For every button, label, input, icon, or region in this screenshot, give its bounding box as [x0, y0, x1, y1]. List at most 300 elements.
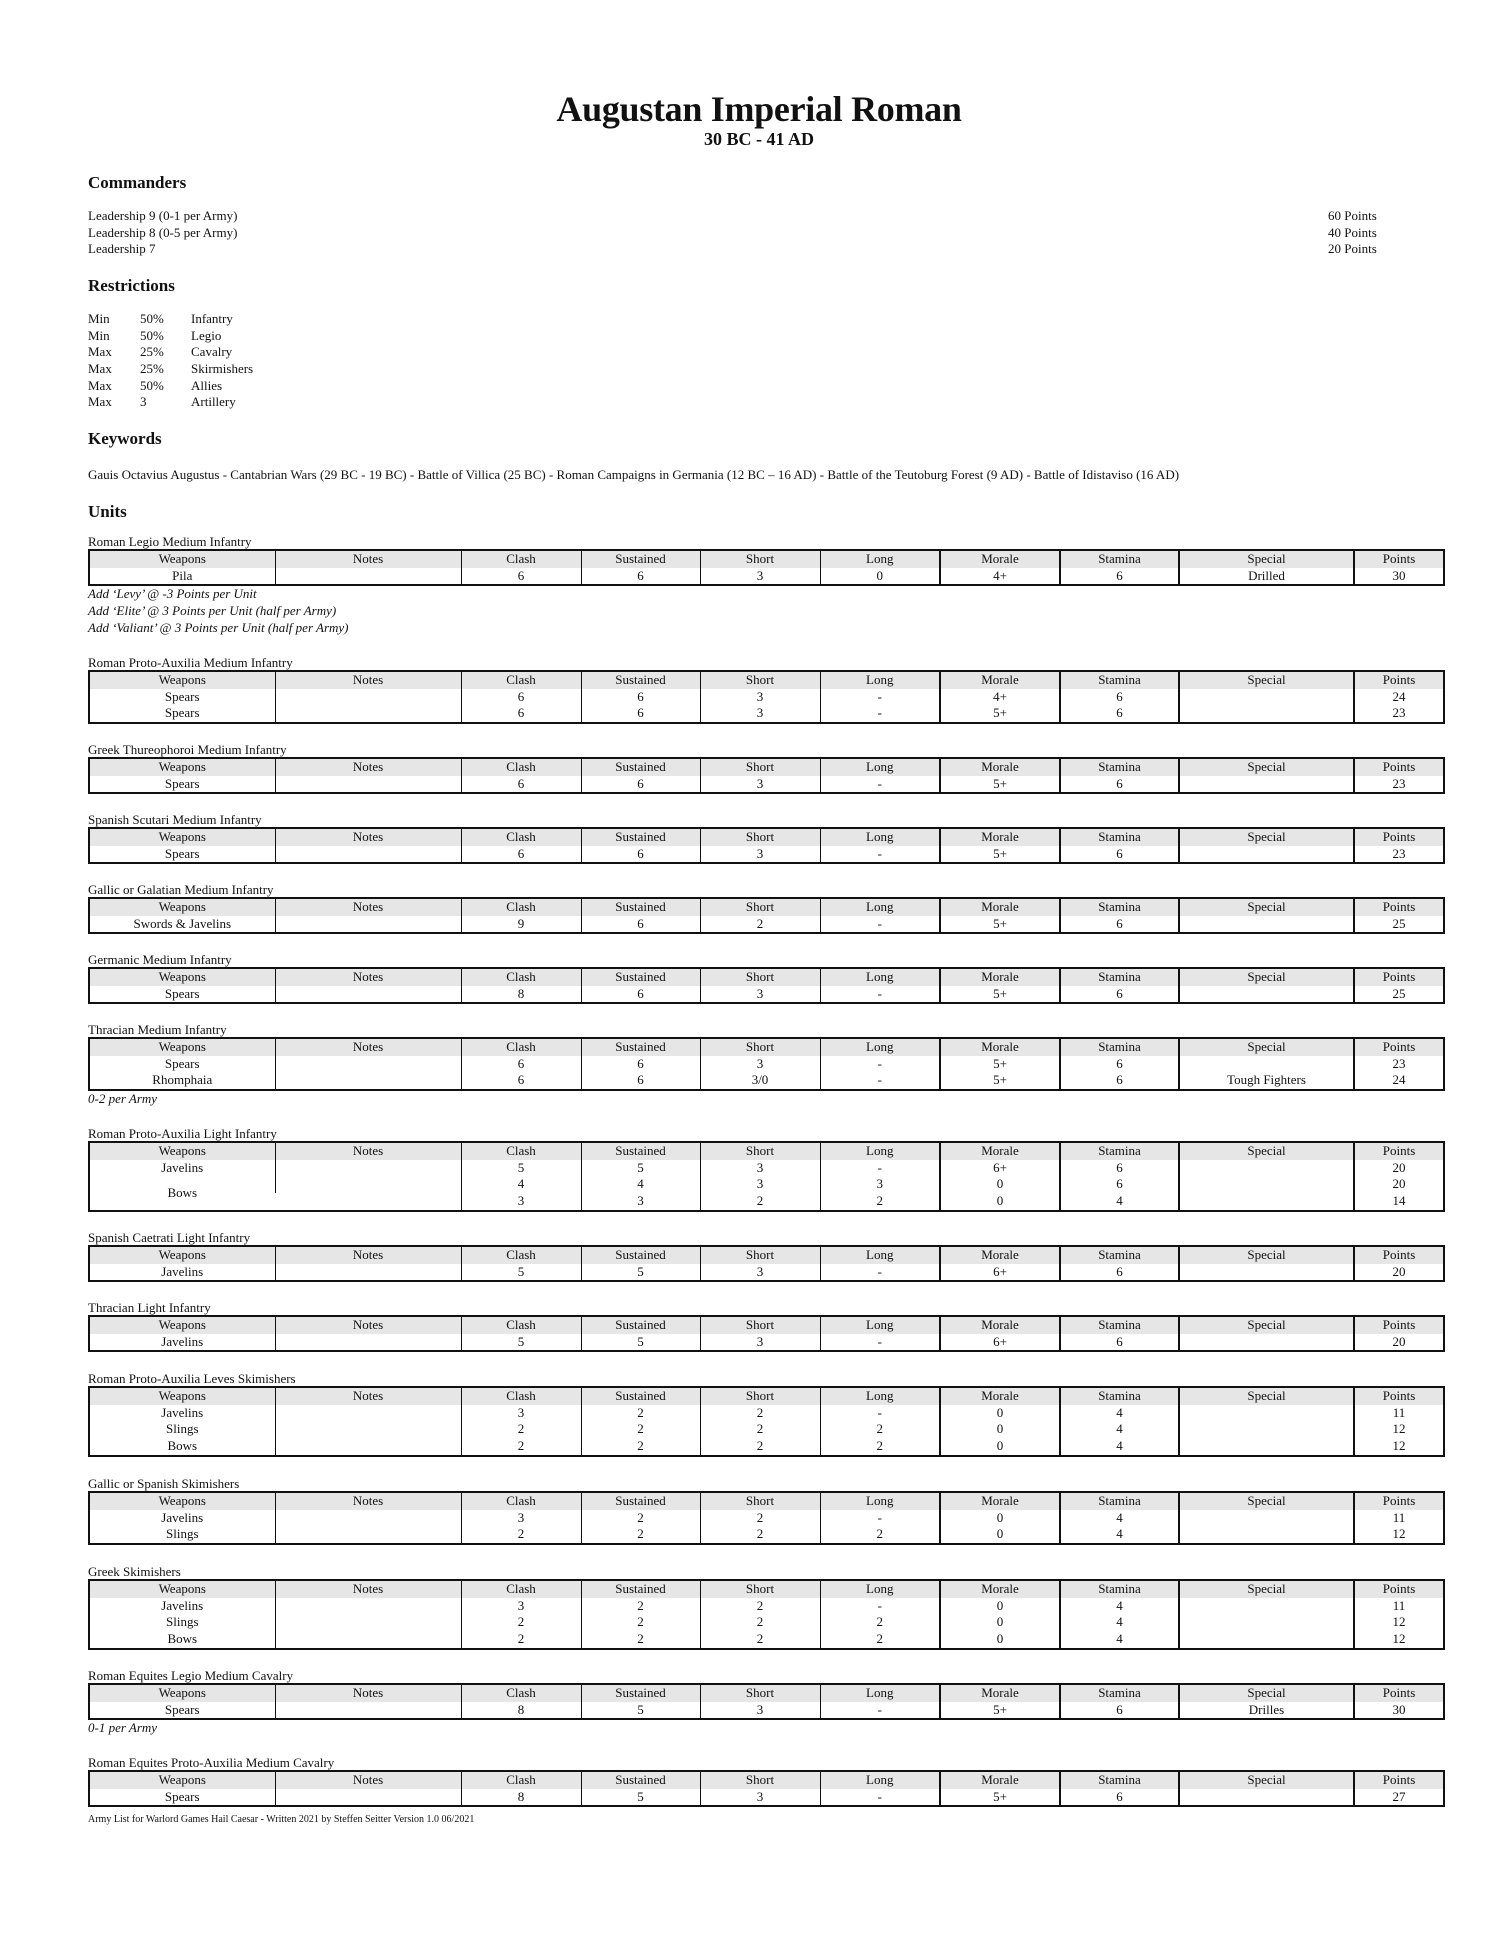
- column-header: Notes: [275, 898, 461, 916]
- column-header: Notes: [275, 1580, 461, 1598]
- unit-note: Add ‘Levy’ @ -3 Points per Unit: [88, 586, 257, 602]
- cell-stamina: 6: [1060, 1789, 1179, 1807]
- cell-notes: [275, 1526, 461, 1544]
- cell-points: 24: [1354, 689, 1444, 706]
- column-header: Sustained: [581, 1771, 700, 1789]
- column-header: Stamina: [1060, 828, 1179, 846]
- cell-weapons: Swords & Javelins: [133, 915, 231, 931]
- cell-clash: 2: [461, 1631, 581, 1649]
- column-header: Morale: [940, 828, 1060, 846]
- cell-short: 3: [700, 705, 820, 723]
- cell-long: -: [820, 916, 940, 934]
- cell-clash: 6: [461, 689, 581, 706]
- column-header: Notes: [275, 1316, 461, 1334]
- column-header: Morale: [940, 1246, 1060, 1264]
- cell-notes: [275, 1072, 461, 1090]
- column-header: Morale: [940, 1142, 1060, 1160]
- column-header: Clash: [461, 1492, 581, 1510]
- column-header: Clash: [461, 1771, 581, 1789]
- cell-clash: 6: [461, 568, 581, 586]
- cell-points: 24: [1354, 1072, 1444, 1090]
- column-header: Stamina: [1060, 898, 1179, 916]
- unit-stats-table: [88, 1315, 1445, 1352]
- column-header: Weapons: [89, 828, 275, 846]
- column-header: Short: [700, 1580, 820, 1598]
- cell-sustained: 5: [581, 1334, 700, 1352]
- column-header: Long: [820, 828, 940, 846]
- cell-weapons: Spears: [164, 705, 200, 721]
- unit-block: [88, 534, 1430, 637]
- cell-morale: 6+: [940, 1264, 1060, 1282]
- cell-points: 14: [1354, 1193, 1444, 1211]
- column-header: Stamina: [1060, 758, 1179, 776]
- unit-name: Spanish Caetrati Light Infantry: [88, 1230, 251, 1245]
- column-header: Stamina: [1060, 1492, 1179, 1510]
- column-header: Stamina: [1060, 550, 1179, 568]
- column-header: Sustained: [581, 1492, 700, 1510]
- table-row: [89, 1264, 1444, 1282]
- cell-morale: 0: [940, 1631, 1060, 1649]
- table-row: [89, 568, 1444, 586]
- column-header: Sustained: [581, 550, 700, 568]
- restrictions-heading: Restrictions: [88, 276, 175, 295]
- cell-weapons: Spears: [164, 845, 200, 861]
- cell-special: [1179, 1056, 1354, 1073]
- column-header: Special: [1179, 968, 1354, 986]
- cell-short: 3: [700, 1789, 820, 1807]
- commander-label: Leadership 9 (0-1 per Army): [88, 208, 238, 223]
- column-header: Clash: [461, 1142, 581, 1160]
- unit-name: Greek Skimishers: [88, 1564, 181, 1579]
- restriction-category: Allies: [191, 377, 223, 393]
- restriction-category: Skirmishers: [191, 361, 254, 377]
- cell-long: -: [820, 1334, 940, 1352]
- cell-stamina: 6: [1060, 1072, 1179, 1090]
- cell-long: 2: [820, 1193, 940, 1211]
- cell-clash: 8: [461, 1702, 581, 1720]
- column-header: Long: [820, 1492, 940, 1510]
- column-header: Stamina: [1060, 1580, 1179, 1598]
- unit-block: [88, 742, 1430, 794]
- cell-stamina: 6: [1060, 916, 1179, 934]
- table-row: [89, 1056, 1444, 1073]
- commander-label: Leadership 7: [88, 241, 156, 257]
- table-row: [89, 1193, 1444, 1211]
- unit-block: [88, 1564, 1430, 1650]
- cell-points: 12: [1354, 1438, 1444, 1456]
- cell-notes: [275, 1405, 461, 1422]
- cell-weapons: Slings: [165, 1614, 199, 1630]
- table-row: [89, 846, 1444, 864]
- unit-name: Thracian Medium Infantry: [88, 1022, 227, 1037]
- cell-morale: 5+: [940, 705, 1060, 723]
- column-header: Morale: [940, 1492, 1060, 1510]
- column-header: Points: [1354, 1684, 1444, 1702]
- column-header: Morale: [940, 1038, 1060, 1056]
- column-header: Points: [1354, 1142, 1444, 1160]
- cell-clash: 6: [461, 705, 581, 723]
- column-header: Short: [700, 1684, 820, 1702]
- unit-stats-table: [88, 1770, 1445, 1807]
- restriction-category: Legio: [191, 327, 222, 343]
- cell-special: [1179, 1631, 1354, 1649]
- column-header: Short: [700, 1387, 820, 1405]
- table-header-row: [89, 898, 1444, 916]
- cell-special: [1179, 1789, 1354, 1807]
- restriction-row: [88, 311, 253, 328]
- cell-sustained: 6: [581, 916, 700, 934]
- cell-short: 3: [700, 689, 820, 706]
- cell-short: 2: [700, 1438, 820, 1456]
- footer-text: Army List for Warlord Games Hail Caesar - Written 2021 by Steffen Seitter Version 1.0 06/2021: [88, 1814, 475, 1825]
- column-header: Special: [1179, 1684, 1354, 1702]
- table-row: [89, 1614, 1444, 1631]
- cell-clash: 5: [461, 1264, 581, 1282]
- column-header: Special: [1179, 828, 1354, 846]
- cell-long: 2: [820, 1526, 940, 1544]
- table-header-row: [89, 968, 1444, 986]
- column-header: Weapons: [89, 1246, 275, 1264]
- cell-weapons: Javelins: [161, 1159, 204, 1175]
- column-header: Points: [1354, 758, 1444, 776]
- cell-weapons: Spears: [164, 1788, 200, 1804]
- cell-clash: 8: [461, 986, 581, 1004]
- restriction-category: Cavalry: [191, 344, 233, 360]
- cell-morale: 6+: [940, 1160, 1060, 1177]
- column-header: Sustained: [581, 1684, 700, 1702]
- column-header: Points: [1354, 1771, 1444, 1789]
- cell-notes: [275, 1598, 461, 1615]
- cell-long: 2: [820, 1421, 940, 1438]
- cell-short: 3: [700, 1264, 820, 1282]
- column-header: Weapons: [89, 1771, 275, 1789]
- cell-sustained: 4: [581, 1176, 700, 1193]
- unit-name: Roman Equites Proto-Auxilia Medium Cavalry: [88, 1755, 335, 1770]
- table-header-row: [89, 1387, 1444, 1405]
- restriction-type: Max: [88, 377, 112, 393]
- column-header: Points: [1354, 1038, 1444, 1056]
- cell-stamina: 6: [1060, 1160, 1179, 1177]
- column-header: Long: [820, 1142, 940, 1160]
- column-header: Morale: [940, 1387, 1060, 1405]
- cell-points: 23: [1354, 705, 1444, 723]
- cell-morale: 0: [940, 1438, 1060, 1456]
- table-row: [89, 1526, 1444, 1544]
- unit-name: Roman Proto-Auxilia Light Infantry: [88, 1126, 277, 1141]
- column-header: Points: [1354, 1387, 1444, 1405]
- commander-points: 40 Points: [1328, 224, 1377, 240]
- cell-clash: 3: [461, 1510, 581, 1527]
- cell-special: [1179, 1176, 1354, 1193]
- cell-morale: 0: [940, 1526, 1060, 1544]
- restriction-value: 25%: [140, 344, 164, 360]
- cell-sustained: 6: [581, 705, 700, 723]
- cell-morale: 5+: [940, 1056, 1060, 1073]
- unit-name: Spanish Scutari Medium Infantry: [88, 812, 262, 827]
- table-row: [89, 916, 1444, 934]
- cell-morale: 0: [940, 1405, 1060, 1422]
- cell-short: 2: [700, 1193, 820, 1211]
- cell-notes: [275, 916, 461, 934]
- cell-notes: [275, 1510, 461, 1527]
- column-header: Long: [820, 968, 940, 986]
- column-header: Weapons: [89, 1316, 275, 1334]
- cell-special: [1179, 1334, 1354, 1352]
- cell-short: 3/0: [700, 1072, 820, 1090]
- cell-long: -: [820, 1598, 940, 1615]
- cell-stamina: 6: [1060, 1056, 1179, 1073]
- column-header: Weapons: [89, 1142, 275, 1160]
- cell-short: 3: [700, 1702, 820, 1720]
- cell-clash: 2: [461, 1421, 581, 1438]
- unit-block: [88, 1300, 1430, 1352]
- unit-note: Add ‘Valiant’ @ 3 Points per Unit (half per Army): [88, 619, 349, 635]
- table-row: [89, 1405, 1444, 1422]
- commander-points: 20 Points: [1328, 241, 1377, 257]
- unit-stats-table: [88, 827, 1445, 864]
- restriction-value: 50%: [140, 327, 164, 343]
- column-header: Notes: [275, 828, 461, 846]
- column-header: Morale: [940, 1684, 1060, 1702]
- cell-long: -: [820, 1160, 940, 1177]
- cell-weapons: Spears: [164, 775, 200, 791]
- cell-points: 25: [1354, 916, 1444, 934]
- cell-points: 20: [1354, 1334, 1444, 1352]
- column-header: Long: [820, 550, 940, 568]
- column-header: Special: [1179, 898, 1354, 916]
- cell-morale: 0: [940, 1614, 1060, 1631]
- cell-points: 30: [1354, 568, 1444, 586]
- unit-name: Roman Equites Legio Medium Cavalry: [88, 1668, 294, 1683]
- table-row: [89, 1334, 1444, 1352]
- column-header: Weapons: [89, 671, 275, 689]
- cell-clash: 6: [461, 776, 581, 794]
- cell-points: 20: [1354, 1264, 1444, 1282]
- table-header-row: [89, 550, 1444, 568]
- column-header: Points: [1354, 968, 1444, 986]
- cell-sustained: 5: [581, 1789, 700, 1807]
- restriction-type: Min: [88, 311, 110, 326]
- column-header: Notes: [275, 1142, 461, 1160]
- column-header: Short: [700, 968, 820, 986]
- column-header: Weapons: [89, 1580, 275, 1598]
- cell-weapons: Slings: [165, 1421, 199, 1437]
- cell-sustained: 6: [581, 846, 700, 864]
- column-header: Short: [700, 1246, 820, 1264]
- cell-notes: [275, 1056, 461, 1073]
- cell-long: 2: [820, 1631, 940, 1649]
- column-header: Short: [700, 898, 820, 916]
- column-header: Special: [1179, 1492, 1354, 1510]
- column-header: Clash: [461, 1246, 581, 1264]
- cell-morale: 0: [940, 1421, 1060, 1438]
- column-header: Special: [1179, 1771, 1354, 1789]
- cell-notes: [275, 1176, 461, 1193]
- cell-special: [1179, 1438, 1354, 1456]
- cell-sustained: 6: [581, 1072, 700, 1090]
- column-header: Points: [1354, 1246, 1444, 1264]
- cell-long: -: [820, 1405, 940, 1422]
- column-header: Long: [820, 1684, 940, 1702]
- table-header-row: [89, 828, 1444, 846]
- unit-name: Roman Proto-Auxilia Leves Skimishers: [88, 1371, 296, 1386]
- unit-stats-table: [88, 1683, 1445, 1720]
- column-header: Long: [820, 1387, 940, 1405]
- cell-morale: 5+: [940, 846, 1060, 864]
- column-header: Sustained: [581, 968, 700, 986]
- cell-stamina: 4: [1060, 1421, 1179, 1438]
- cell-points: 20: [1354, 1160, 1444, 1177]
- cell-clash: 8: [461, 1789, 581, 1807]
- cell-special: [1179, 1598, 1354, 1615]
- cell-short: 2: [700, 1405, 820, 1422]
- cell-long: 2: [820, 1614, 940, 1631]
- cell-long: -: [820, 846, 940, 864]
- cell-short: 2: [700, 916, 820, 934]
- cell-morale: 5+: [940, 916, 1060, 934]
- cell-sustained: 2: [581, 1438, 700, 1456]
- cell-special: [1179, 776, 1354, 794]
- cell-points: 23: [1354, 846, 1444, 864]
- commander-row: [88, 225, 1388, 242]
- column-header: Sustained: [581, 758, 700, 776]
- column-header: Short: [700, 671, 820, 689]
- unit-stats-table: [88, 757, 1445, 794]
- column-header: Morale: [940, 550, 1060, 568]
- cell-special: [1179, 1160, 1354, 1177]
- cell-points: 23: [1354, 776, 1444, 794]
- unit-block: [88, 655, 1430, 724]
- commanders-heading: Commanders: [88, 173, 187, 192]
- unit-stats-table: [88, 1245, 1445, 1282]
- table-row: [89, 705, 1444, 723]
- cell-special: [1179, 1510, 1354, 1527]
- column-header: Special: [1179, 758, 1354, 776]
- cell-notes: [275, 1438, 461, 1456]
- column-header: Clash: [461, 828, 581, 846]
- table-header-row: [89, 1142, 1444, 1160]
- cell-short: 3: [700, 1334, 820, 1352]
- unit-name: Greek Thureophoroi Medium Infantry: [88, 742, 287, 757]
- cell-clash: 3: [461, 1405, 581, 1422]
- cell-stamina: 4: [1060, 1598, 1179, 1615]
- cell-stamina: 6: [1060, 1176, 1179, 1193]
- cell-notes: [275, 568, 461, 586]
- cell-special: Drilles: [1179, 1702, 1354, 1720]
- column-header: Stamina: [1060, 1142, 1179, 1160]
- cell-stamina: 4: [1060, 1631, 1179, 1649]
- cell-short: 3: [700, 846, 820, 864]
- cell-clash: 3: [461, 1598, 581, 1615]
- cell-special: [1179, 1421, 1354, 1438]
- cell-points: 25: [1354, 986, 1444, 1004]
- unit-name: Roman Proto-Auxilia Medium Infantry: [88, 655, 293, 670]
- cell-special: [1179, 1264, 1354, 1282]
- cell-notes: [275, 1334, 461, 1352]
- table-row: [89, 1789, 1444, 1807]
- column-header: Sustained: [581, 898, 700, 916]
- table-header-row: [89, 758, 1444, 776]
- table-row: [89, 776, 1444, 794]
- column-header: Weapons: [89, 1684, 275, 1702]
- column-header: Special: [1179, 1316, 1354, 1334]
- column-header: Stamina: [1060, 1246, 1179, 1264]
- column-header: Short: [700, 1038, 820, 1056]
- column-header: Long: [820, 898, 940, 916]
- column-header: Clash: [461, 758, 581, 776]
- cell-special: [1179, 986, 1354, 1004]
- unit-block: [88, 1022, 1430, 1108]
- cell-short: 3: [700, 1160, 820, 1177]
- table-header-row: [89, 1316, 1444, 1334]
- column-header: Weapons: [89, 1387, 275, 1405]
- cell-long: -: [820, 1789, 940, 1807]
- column-header: Long: [820, 1246, 940, 1264]
- table-row: [89, 1631, 1444, 1649]
- column-header: Sustained: [581, 671, 700, 689]
- table-row: [89, 1072, 1444, 1090]
- column-header: Weapons: [89, 1492, 275, 1510]
- unit-name: Thracian Light Infantry: [88, 1300, 211, 1315]
- cell-long: -: [820, 1056, 940, 1073]
- cell-points: 12: [1354, 1614, 1444, 1631]
- column-header: Stamina: [1060, 1387, 1179, 1405]
- column-header: Short: [700, 758, 820, 776]
- cell-long: -: [820, 986, 940, 1004]
- cell-long: -: [820, 689, 940, 706]
- column-header: Sustained: [581, 1246, 700, 1264]
- cell-special: [1179, 846, 1354, 864]
- cell-morale: 0: [940, 1510, 1060, 1527]
- unit-stats-table: [88, 549, 1445, 586]
- restriction-type: Min: [88, 327, 110, 343]
- unit-block: [88, 952, 1430, 1004]
- table-row: [89, 986, 1444, 1004]
- column-header: Short: [700, 1142, 820, 1160]
- restriction-row: [88, 394, 253, 411]
- column-header: Morale: [940, 1771, 1060, 1789]
- column-header: Stamina: [1060, 1316, 1179, 1334]
- column-header: Notes: [275, 758, 461, 776]
- unit-stats-table: [88, 1386, 1445, 1457]
- units-heading: Units: [88, 502, 127, 521]
- cell-sustained: 5: [581, 1264, 700, 1282]
- column-header: Long: [820, 671, 940, 689]
- cell-special: [1179, 1193, 1354, 1211]
- unit-name: Germanic Medium Infantry: [88, 952, 232, 967]
- cell-stamina: 6: [1060, 1702, 1179, 1720]
- column-header: Morale: [940, 1316, 1060, 1334]
- cell-sustained: 6: [581, 986, 700, 1004]
- commander-row: [88, 241, 1388, 258]
- cell-weapons: Rhomphaia: [152, 1072, 213, 1088]
- cell-stamina: 4: [1060, 1438, 1179, 1456]
- cell-stamina: 6: [1060, 776, 1179, 794]
- commander-points: 60 Points: [1328, 208, 1377, 223]
- restriction-row: [88, 344, 253, 361]
- cell-short: 2: [700, 1510, 820, 1527]
- column-header: Weapons: [89, 898, 275, 916]
- column-header: Long: [820, 1580, 940, 1598]
- cell-sustained: 2: [581, 1405, 700, 1422]
- cell-short: 3: [700, 986, 820, 1004]
- column-header: Special: [1179, 1038, 1354, 1056]
- unit-stats-table: [88, 1037, 1445, 1091]
- commander-row: [88, 208, 1388, 225]
- restriction-type: Max: [88, 344, 112, 360]
- unit-block: [88, 1126, 1430, 1212]
- column-header: Stamina: [1060, 1038, 1179, 1056]
